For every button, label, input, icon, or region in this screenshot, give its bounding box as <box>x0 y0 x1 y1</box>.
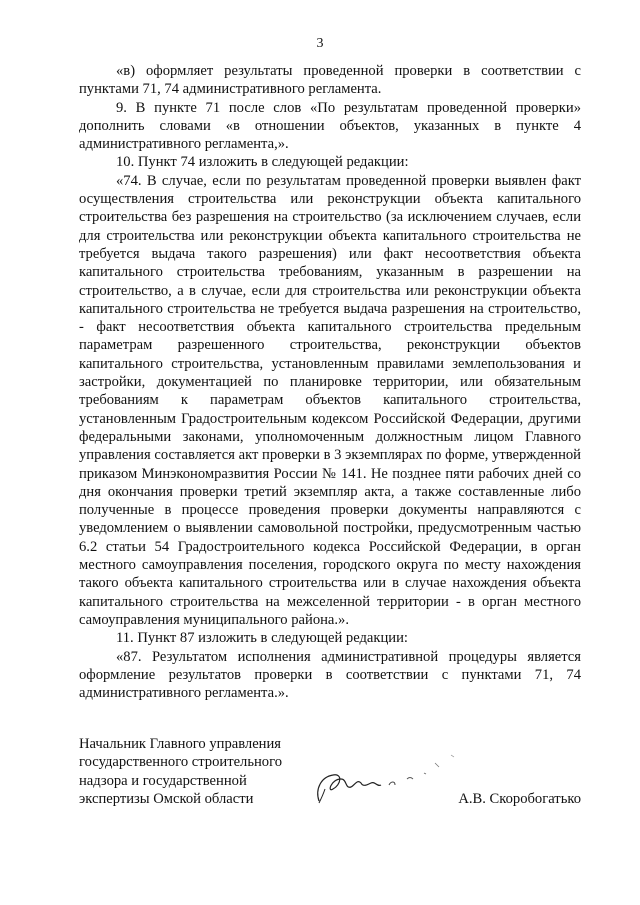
paragraph-point-87: «87. Результатом исполнения административной процедуры является оформление результатов проверки в соответствии с пунктами 71, 74 административного регламента.». <box>79 648 581 702</box>
page-number: 3 <box>316 36 324 51</box>
paragraph-point-10: 10. Пункт 74 изложить в следующей редакции: <box>116 154 409 171</box>
signature-block <box>79 735 581 825</box>
signer-position-line: надзора и государственной <box>79 772 247 789</box>
signer-position <box>79 735 282 808</box>
document-body <box>79 62 581 702</box>
signer-position-line: экспертизы Омской области <box>79 790 254 807</box>
signer-position-line: государственного строительного <box>79 754 283 771</box>
signer-position-line: Начальник Главного управления <box>79 736 282 752</box>
handwritten-signature <box>311 749 471 809</box>
paragraph-item-v: «в) оформляет результаты проведенной проверки в соответствии с пунктами 71, 74 административного регламента. <box>79 63 581 98</box>
signer-name: А.В. Скоробогатько <box>458 791 581 807</box>
paragraph-point-11: 11. Пункт 87 изложить в следующей редакции: <box>116 630 408 647</box>
paragraph-point-74: «74. В случае, если по результатам проведенной проверки выявлен факт осуществления строительства или реконструкции объекта капитального строительства без разрешения на строительство (за исключением случаев, если для строительства или реконструкции объекта капитального строительства не требуется выдача такого разрешения) или факт несоответствия объекта капитального строительства требованиям, указанным в разрешении на строительство, а в случае, если для строительства или реконструкции объекта капитального строительства не требуется выдача разрешения на строительство, - факт несоответствия объекта капитального строительства предельным параметрам разрешенного строительства, реконструкции объектов капитального строительства, установленным правилами землепользования и застройки, документацией по планировке территории, или обязательным требованиям к параметрам объектов капитального строительства, установленным Градостроительным кодексом Российской Федерации, другими федеральными законами, уполномоченным должностным лицом Главного управления составляется акт проверки в 3 экземплярах по форме, утвержденной приказом Минэкономразвития России № 141. Не позднее пяти рабочих дней со дня окончания проверки третий экземпляр акта, а также составленные либо полученные в процессе проведения проверки документы направляются с уведомлением о выявлении самовольной постройки, предусмотренным частью 6.2 статьи 54 Градостроительного кодекса Российской Федерации, в орган местного самоуправления поселения, городского округа по месту нахождения такого объекта капитального строительства или в случае нахождения объекта капитального строительства на межселенной территории - в орган местного самоуправления муниципального района.». <box>79 172 581 628</box>
paragraph-point-9: 9. В пункте 71 после слов «По результатам проведенной проверки» дополнить словами «в отношении объектов, указанных в пункте 4 административного регламента,». <box>79 99 581 153</box>
